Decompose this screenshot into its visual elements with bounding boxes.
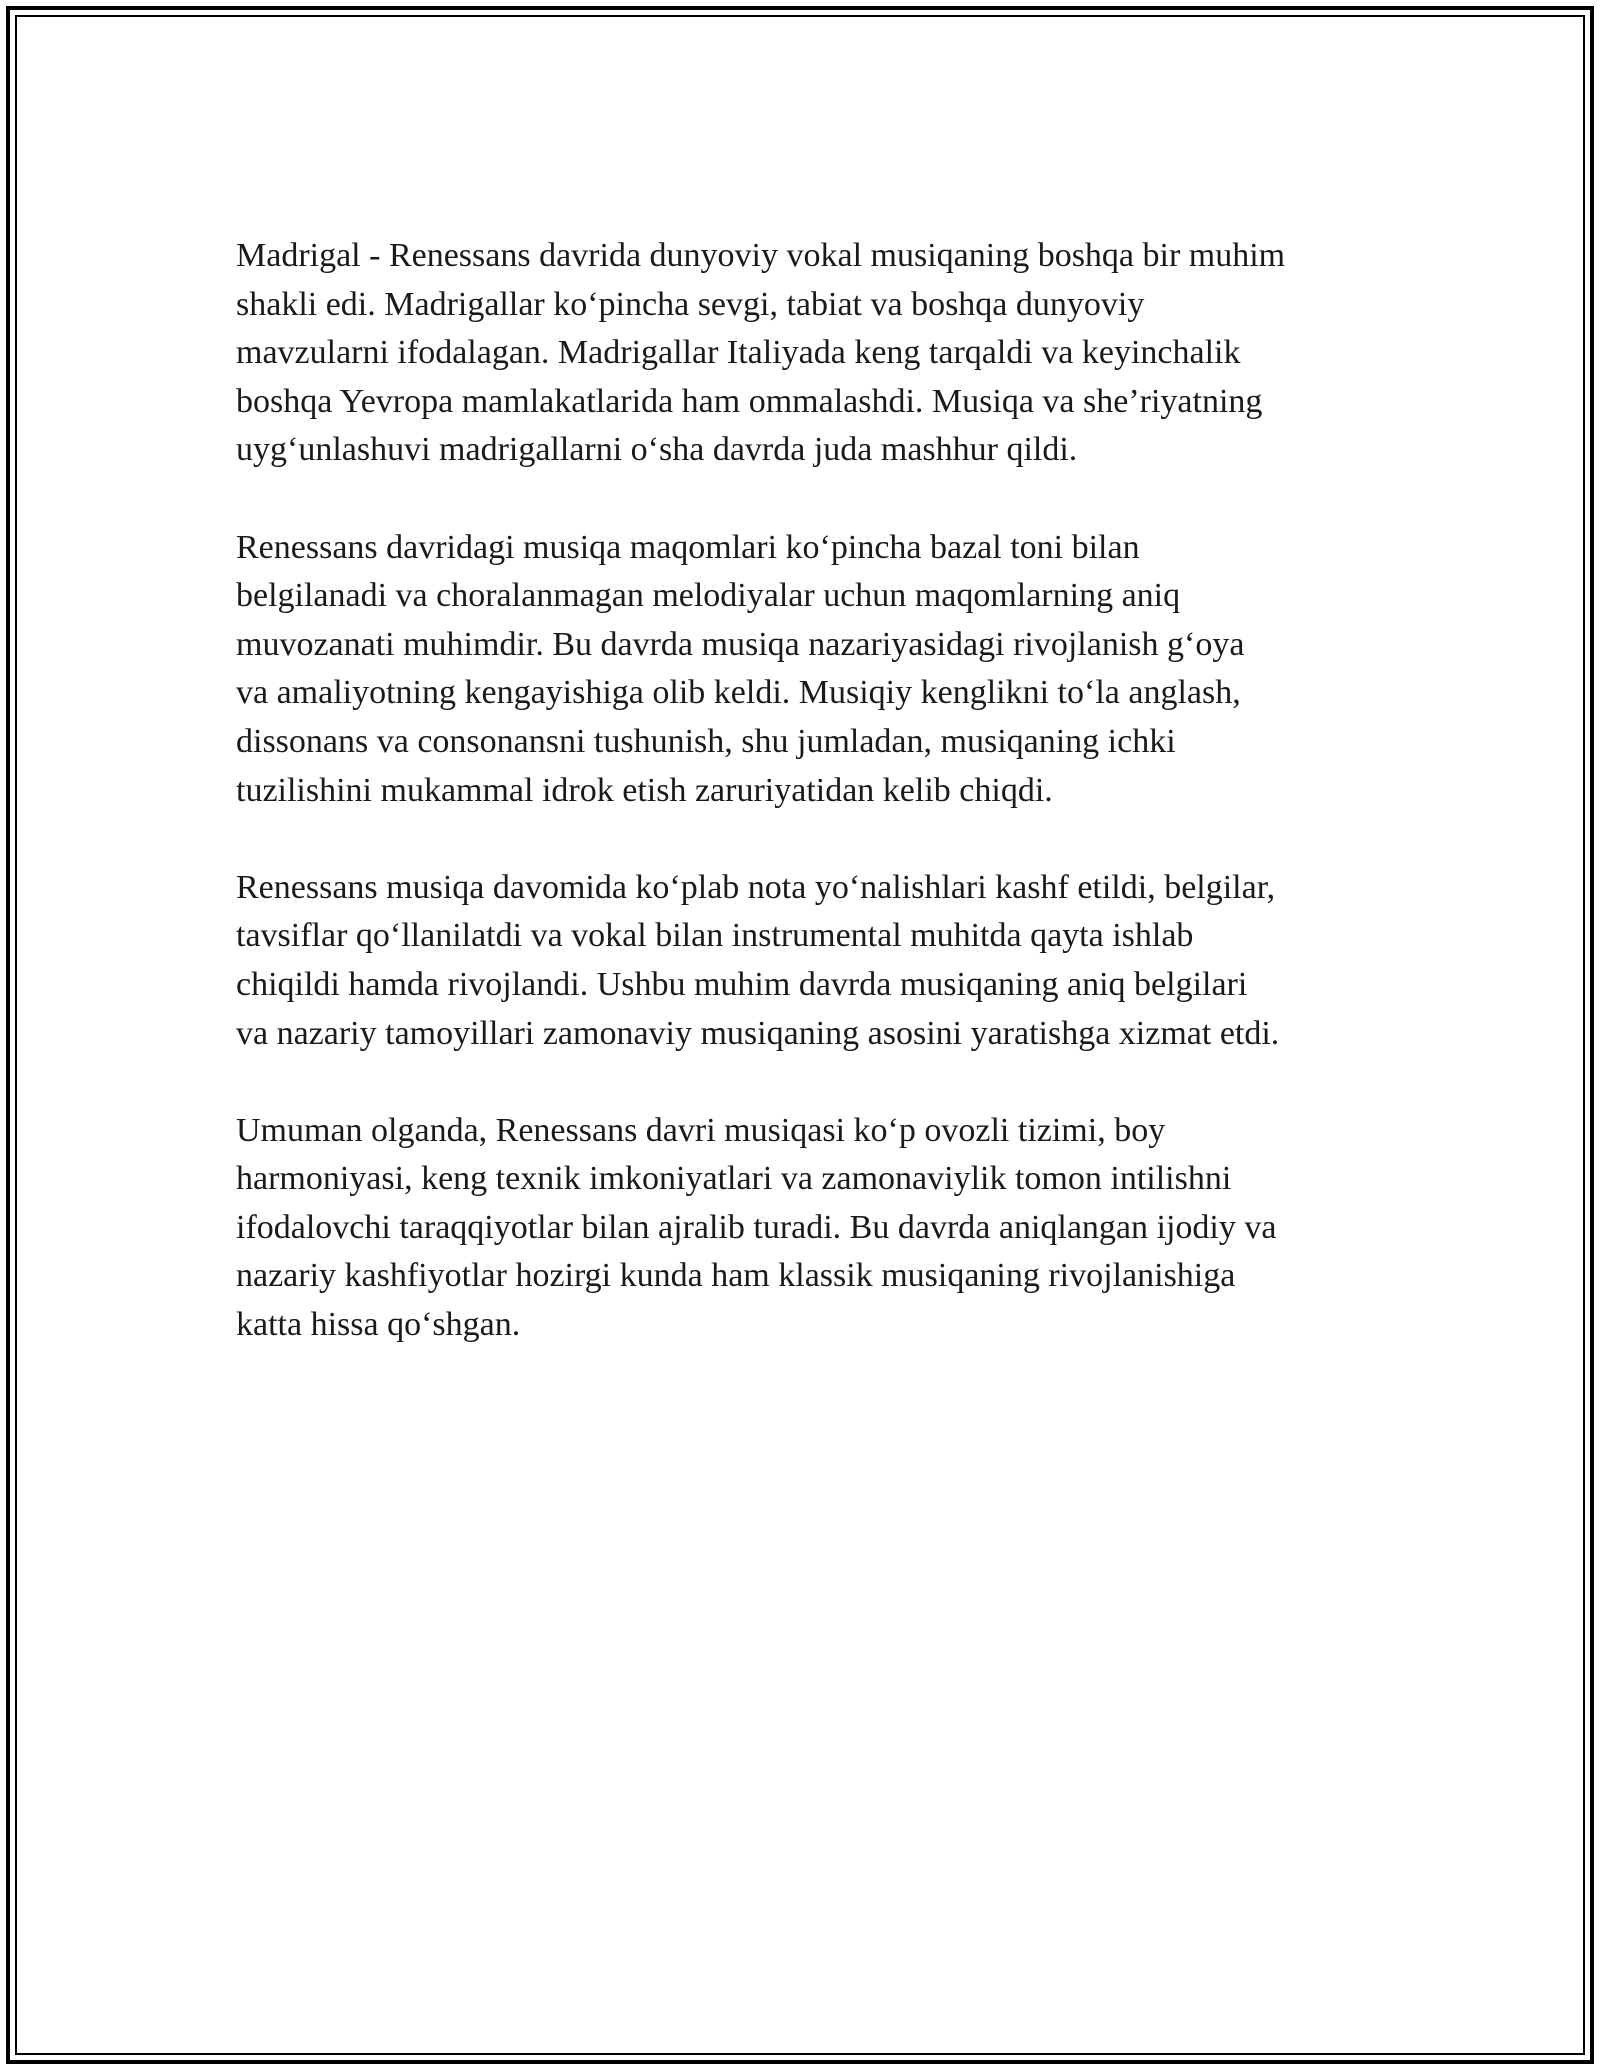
text-line: tuzilishini mukammal idrok etish zaruriyatidan kelib chiqdi. [236, 771, 1053, 809]
text-line: belgilanadi va choralanmagan melodiyalar uchun maqomlarning aniq [236, 577, 1181, 615]
text-line: shakli edi. Madrigallar ko‘pincha sevgi, tabiat va boshqa dunyoviy [236, 285, 1145, 323]
paragraph-nota [236, 864, 1376, 1058]
document-body [236, 232, 1376, 1398]
text-line: mavzularni ifodalagan. Madrigallar Italiyada keng tarqaldi va keyinchalik [236, 334, 1241, 372]
text-line: Madrigal - Renessans davrida dunyoviy vokal musiqaning boshqa bir muhim [236, 237, 1286, 274]
text-line: dissonans va consonansni tushunish, shu jumladan, musiqaning ichki [236, 722, 1176, 760]
paragraph-maqomlar [236, 524, 1376, 816]
text-line: Umuman olganda, Renessans davri musiqasi ko‘p ovozli tizimi, boy [236, 1111, 1166, 1149]
text-line: harmoniyasi, keng texnik imkoniyatlari va zamonaviylik tomon intilishni [236, 1160, 1232, 1198]
paragraph-madrigal [236, 232, 1376, 475]
paragraph-xulosa [236, 1107, 1376, 1350]
text-line: katta hissa qo‘shgan. [236, 1306, 521, 1344]
text-line: ifodalovchi taraqqiyotlar bilan ajralib turadi. Bu davrda aniqlangan ijodiy va [236, 1208, 1277, 1246]
text-line: chiqildi hamda rivojlandi. Ushbu muhim davrda musiqaning aniq belgilari [236, 965, 1248, 1003]
text-line: uyg‘unlashuvi madrigallarni o‘sha davrda juda mashhur qildi. [236, 431, 1078, 469]
text-line: muvozanati muhimdir. Bu davrda musiqa nazariyasidagi rivojlanish g‘oya [236, 625, 1245, 663]
text-line: va nazariy tamoyillari zamonaviy musiqaning asosini yaratishga xizmat etdi. [236, 1014, 1280, 1052]
text-line: tavsiflar qo‘llanilatdi va vokal bilan instrumental muhitda qayta ishlab [236, 917, 1194, 955]
text-line: Renessans davridagi musiqa maqomlari ko‘pincha bazal toni bilan [236, 528, 1140, 566]
text-line: boshqa Yevropa mamlakatlarida ham ommalashdi. Musiqa va she’riyatning [236, 382, 1263, 420]
text-line: Renessans musiqa davomida ko‘plab nota yo‘nalishlari kashf etildi, belgilar, [236, 868, 1276, 906]
text-line: va amaliyotning kengayishiga olib keldi. Musiqiy kenglikni to‘la anglash, [236, 674, 1241, 712]
text-line: nazariy kashfiyotlar hozirgi kunda ham klassik musiqaning rivojlanishiga [236, 1257, 1236, 1295]
